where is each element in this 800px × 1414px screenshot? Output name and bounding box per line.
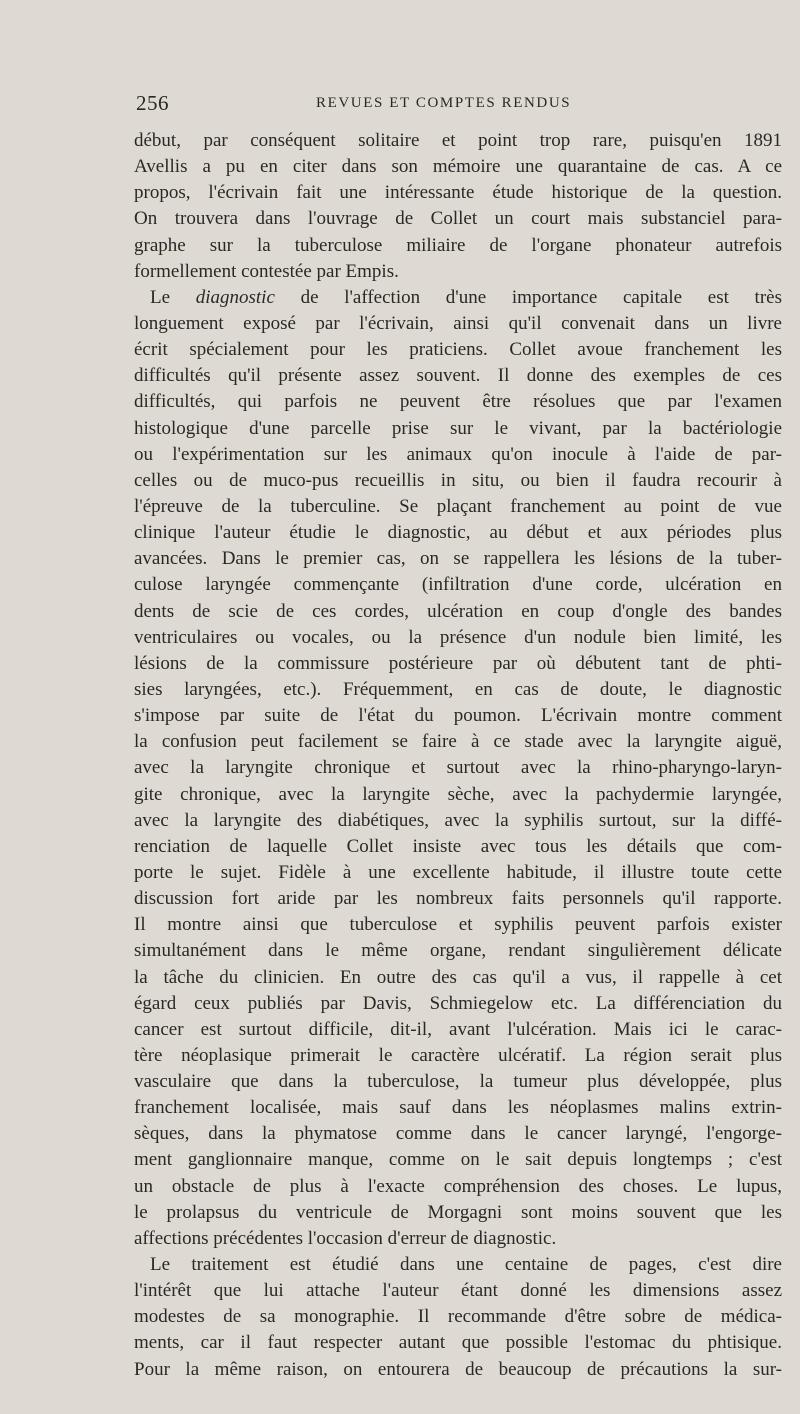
page-header (136, 91, 782, 115)
text-line: formellement contestée par Empis. (134, 260, 399, 282)
text-line: dents de scie de ces cordes, ulcération en coup d'ongle des bandes (134, 600, 782, 622)
text-line: histologique d'une parcelle prise sur le vivant, par la bactériologie (134, 417, 782, 439)
body-text (134, 128, 782, 1383)
text-line: avec la laryngite des diabétiques, avec la syphilis surtout, sur la diffé- (134, 809, 782, 831)
text-line: difficultés, qui parfois ne peuvent être résolues que par l'examen (134, 391, 782, 413)
text-line: ventriculaires ou vocales, ou la présence d'un nodule bien limité, les (134, 626, 782, 648)
text-line: l'intérêt que lui attache l'auteur étant donné les dimensions assez (134, 1280, 782, 1302)
text-line: sèques, dans la phymatose comme dans le cancer laryngé, l'engorge- (134, 1123, 782, 1145)
text-line: avancées. Dans le premier cas, on se rappellera les lésions de la tuber- (134, 548, 782, 570)
text-line: franchement localisée, mais sauf dans les néoplasmes malins extrin- (134, 1097, 782, 1119)
text-line: graphe sur la tuberculose miliaire de l'organe phonateur autrefois (134, 234, 782, 256)
running-head: REVUES ET COMPTES RENDUS (316, 95, 572, 111)
text-line: discussion fort aride par les nombreux faits personnels qu'il rapporte. (134, 888, 782, 910)
text-line: un obstacle de plus à l'exacte compréhension des choses. Le lupus, (134, 1175, 782, 1197)
text-line: l'épreuve de la tuberculine. Se plaçant franchement au point de vue (134, 495, 782, 517)
text-line: Pour la même raison, on entourera de beaucoup de précautions la sur- (134, 1358, 782, 1380)
text-line: lésions de la commissure postérieure par où débutent tant de phti- (134, 652, 782, 674)
text-line: tère néoplasique primerait le caractère ulcératif. La région serait plus (134, 1044, 782, 1066)
text-line: gite chronique, avec la laryngite sèche, avec la pachydermie laryngée, (134, 783, 782, 805)
text-line: sies laryngées, etc.). Fréquemment, en cas de doute, le diagnostic (134, 678, 782, 700)
text-line: porte le sujet. Fidèle à une excellente habitude, il illustre toute cette (134, 861, 782, 883)
text-line: affections précédentes l'occasion d'erreur de diagnostic. (134, 1227, 557, 1249)
text-line-with-italic (134, 285, 782, 311)
text-line: propos, l'écrivain fait une intéressante étude historique de la question. (134, 182, 782, 204)
text-line: difficultés qu'il présente assez souvent. Il donne des exemples de ces (134, 365, 782, 387)
line-prefix: Le (150, 286, 196, 308)
text-line: ment ganglionnaire manque, comme on le sait depuis longtemps ; c'est (134, 1149, 782, 1171)
text-line: égard ceux publiés par Davis, Schmiegelow etc. La différenciation du (134, 992, 782, 1014)
text-line: écrit spécialement pour les praticiens. Collet avoue franchement les (134, 339, 782, 361)
text-line: Le traitement est étudié dans une centaine de pages, c'est dire (150, 1254, 782, 1276)
text-line: On trouvera dans l'ouvrage de Collet un court mais substanciel para- (134, 208, 782, 230)
text-line: cancer est surtout difficile, dit-il, avant l'ulcération. Mais ici le carac- (134, 1018, 782, 1040)
page-number: 256 (136, 91, 169, 115)
text-line: Il montre ainsi que tuberculose et syphilis peuvent parfois exister (134, 914, 782, 936)
line-suffix: de l'affection d'une importance capitale est très (274, 286, 782, 308)
text-line: s'impose par suite de l'état du poumon. L'écrivain montre comment (134, 705, 782, 727)
text-line: renciation de laquelle Collet insiste avec tous les détails que com- (134, 835, 782, 857)
italic-term: diagnostic (195, 286, 275, 308)
text-line: celles ou de muco-pus recueillis in situ, ou bien il faudra recourir à (134, 469, 782, 491)
text-line: la tâche du clinicien. En outre des cas qu'il a vus, il rappelle à cet (134, 966, 782, 988)
text-line: ments, car il faut respecter autant que possible l'estomac du phtisique. (134, 1332, 782, 1354)
text-line: avec la laryngite chronique et surtout avec la rhino-pharyngo-laryn- (134, 757, 782, 779)
text-line: Avellis a pu en citer dans son mémoire une quarantaine de cas. A ce (134, 156, 782, 178)
text-line: longuement exposé par l'écrivain, ainsi qu'il convenait dans un livre (134, 312, 782, 334)
text-line: modestes de sa monographie. Il recommande d'être sobre de médica- (134, 1306, 782, 1328)
text-line: simultanément dans le même organe, rendant singulièrement délicate (134, 940, 782, 962)
text-line: ou l'expérimentation sur les animaux qu'on inocule à l'aide de par- (134, 443, 782, 465)
text-line: clinique l'auteur étudie le diagnostic, au début et aux périodes plus (134, 522, 782, 544)
text-line: vasculaire que dans la tuberculose, la tumeur plus développée, plus (134, 1071, 782, 1093)
text-line: culose laryngée commençante (infiltration d'une corde, ulcération en (134, 574, 782, 596)
text-line: le prolapsus du ventricule de Morgagni sont moins souvent que les (134, 1201, 782, 1223)
text-line: la confusion peut facilement se faire à ce stade avec la laryngite aiguë, (134, 731, 782, 753)
text-line: début, par conséquent solitaire et point trop rare, puisqu'en 1891 (134, 130, 782, 151)
